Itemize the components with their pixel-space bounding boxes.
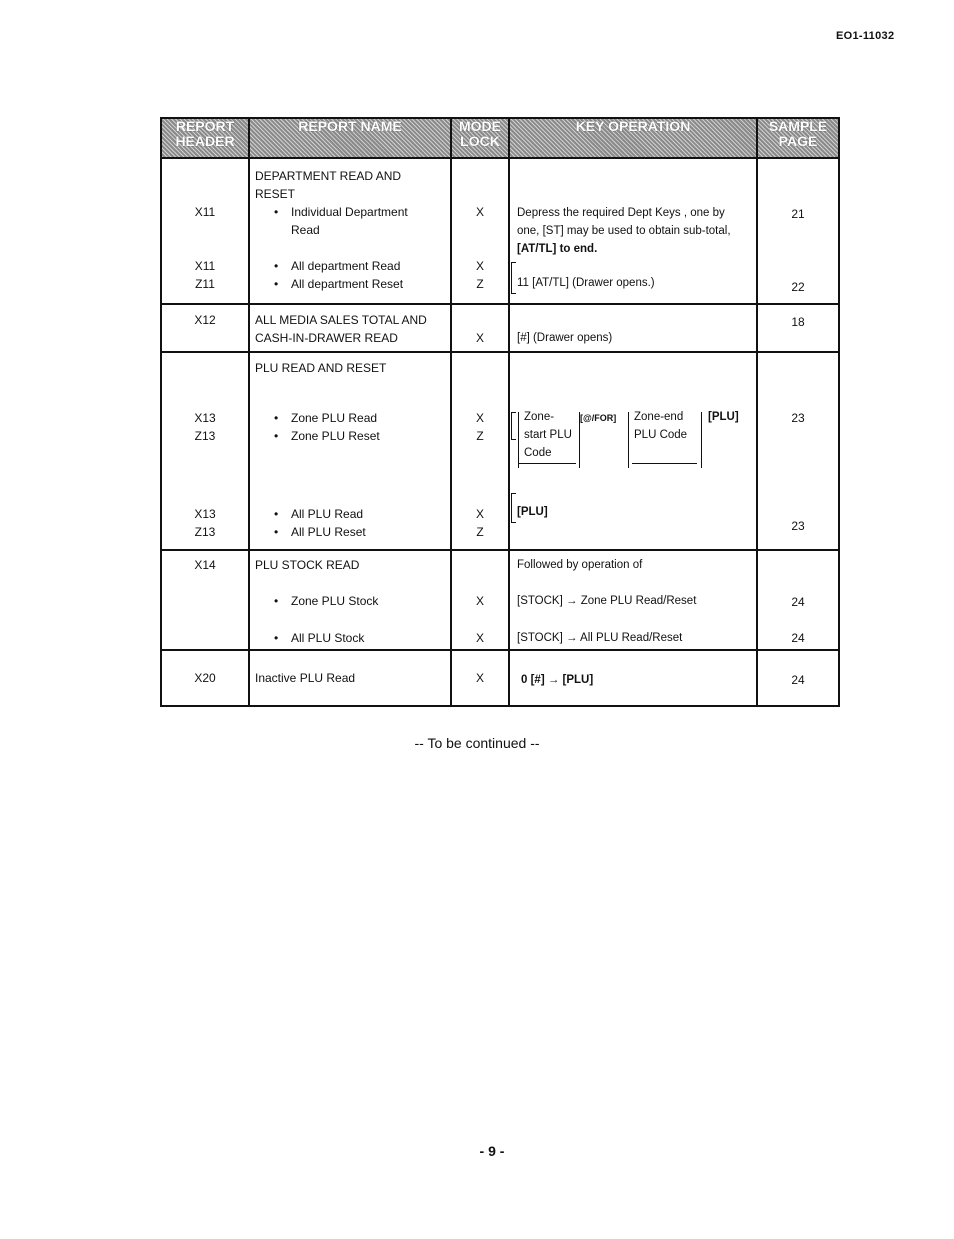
- mode-lock-cell: [451, 158, 509, 304]
- bullet-item: • All PLU Read: [255, 505, 450, 523]
- mode-lock-cell: [451, 550, 509, 650]
- key-operation-cell: [509, 304, 757, 352]
- mode-value: X: [475, 507, 484, 521]
- report-header-cell: [161, 304, 249, 352]
- mode-value: X: [475, 331, 484, 345]
- page-number: 24: [791, 595, 805, 609]
- report-header-cell: [161, 650, 249, 706]
- table-row: [161, 304, 839, 352]
- key-operation-cell: [509, 158, 757, 304]
- report-code: X14: [194, 558, 216, 572]
- sample-page-cell: [757, 352, 839, 550]
- sample-page-cell: [757, 158, 839, 304]
- key-text: Zone-end: [634, 411, 684, 423]
- report-header-cell: [161, 158, 249, 304]
- bullet-item: • Zone PLU Reset: [255, 427, 450, 445]
- mode-value: Z: [476, 429, 484, 443]
- bullet-item: • All department Reset: [255, 275, 450, 293]
- header-mode-lock: MODE LOCK: [451, 118, 509, 158]
- report-code: Z13: [194, 525, 216, 539]
- report-title: ALL MEDIA SALES TOTAL AND: [255, 313, 427, 327]
- key-text: [PLU]: [517, 506, 548, 518]
- key-text: 0 [#] → [PLU]: [521, 674, 594, 686]
- key-text: [STOCK] → All PLU Read/Reset: [517, 632, 683, 644]
- mode-lock-cell: [451, 304, 509, 352]
- report-code: X12: [194, 313, 216, 327]
- bullet-item: • Zone PLU Read: [255, 409, 450, 427]
- report-header-cell: [161, 550, 249, 650]
- page-number: 24: [791, 673, 805, 687]
- report-table: [160, 117, 840, 707]
- header-sample-page: SAMPLE PAGE: [757, 118, 839, 158]
- key-operation-cell: [509, 352, 757, 550]
- key-text: [@/FOR]: [580, 413, 617, 423]
- page-number: 23: [791, 411, 805, 425]
- bullet-item: • All PLU Reset: [255, 523, 450, 541]
- mode-value: X: [475, 205, 484, 219]
- mode-value: Z: [476, 277, 484, 291]
- report-code: X11: [194, 205, 216, 219]
- sample-page-cell: [757, 650, 839, 706]
- mode-value: Z: [476, 525, 484, 539]
- report-code: X13: [194, 411, 216, 425]
- report-title: RESET: [255, 187, 296, 201]
- sample-page-cell: [757, 304, 839, 352]
- report-title: PLU READ AND RESET: [255, 361, 387, 375]
- continued-note: -- To be continued --: [414, 735, 540, 751]
- header-report-header: REPORT HEADER: [161, 118, 249, 158]
- key-operation-cell: [509, 550, 757, 650]
- key-operation-cell: [509, 650, 757, 706]
- page-number: 23: [791, 519, 805, 533]
- page-number: 24: [791, 631, 805, 645]
- header-key-operation: KEY OPERATION: [509, 118, 757, 158]
- sample-page-cell: [757, 550, 839, 650]
- table-row: [161, 352, 839, 550]
- report-title: CASH-IN-DRAWER READ: [255, 331, 398, 345]
- report-code: X20: [194, 671, 216, 685]
- page-number: 21: [791, 207, 805, 221]
- key-text: [PLU]: [708, 411, 739, 423]
- report-title: Inactive PLU Read: [255, 671, 356, 685]
- mode-value: X: [475, 671, 484, 685]
- key-text: one, [ST] may be used to obtain sub-total,: [517, 225, 731, 237]
- report-code: X11: [194, 259, 216, 273]
- report-name-cell: [249, 158, 451, 304]
- key-text: PLU Code: [634, 429, 688, 441]
- page-number: 18: [791, 315, 805, 329]
- header-report-name: REPORT NAME: [249, 118, 451, 158]
- key-text: start PLU: [524, 429, 572, 441]
- mode-value: X: [475, 594, 484, 608]
- report-code: Z13: [194, 429, 216, 443]
- mode-value: X: [475, 411, 484, 425]
- zone-plu-key-sequence: [517, 408, 756, 468]
- report-title: PLU STOCK READ: [255, 558, 360, 572]
- bullet-item-cont: Read: [291, 223, 320, 237]
- table-row: [161, 158, 839, 304]
- key-text: [AT/TL] to end.: [517, 243, 598, 255]
- report-name-cell: [249, 352, 451, 550]
- table-header-row: [161, 118, 839, 158]
- key-text: Followed by operation of: [517, 559, 643, 571]
- report-name-cell: [249, 550, 451, 650]
- report-name-cell: [249, 304, 451, 352]
- document-id: EO1-11032: [836, 30, 895, 42]
- page-number-footer: - 9 -: [479, 1143, 505, 1159]
- key-text: [STOCK] → Zone PLU Read/Reset: [517, 595, 697, 607]
- report-code: Z11: [195, 277, 215, 291]
- key-text: 11 [AT/TL] (Drawer opens.): [517, 277, 655, 289]
- bullet-item: • Individual Department: [255, 203, 450, 221]
- key-text: Depress the required Dept Keys , one by: [517, 207, 725, 219]
- bullet-item: • Zone PLU Stock: [255, 592, 450, 610]
- table-row: [161, 650, 839, 706]
- mode-value: X: [475, 631, 484, 645]
- report-name-cell: [249, 650, 451, 706]
- mode-lock-cell: [451, 650, 509, 706]
- bullet-item: • All PLU Stock: [255, 629, 450, 647]
- key-text: [#] (Drawer opens): [517, 332, 613, 344]
- table-row: [161, 550, 839, 650]
- bullet-item: • All department Read: [255, 257, 450, 275]
- key-text: Zone-: [524, 411, 555, 423]
- mode-value: X: [475, 259, 484, 273]
- report-header-cell: [161, 352, 249, 550]
- report-title: DEPARTMENT READ AND: [255, 169, 402, 183]
- key-text: Code: [524, 447, 552, 459]
- page-number: 22: [791, 280, 805, 294]
- mode-lock-cell: [451, 352, 509, 550]
- report-code: X13: [194, 507, 216, 521]
